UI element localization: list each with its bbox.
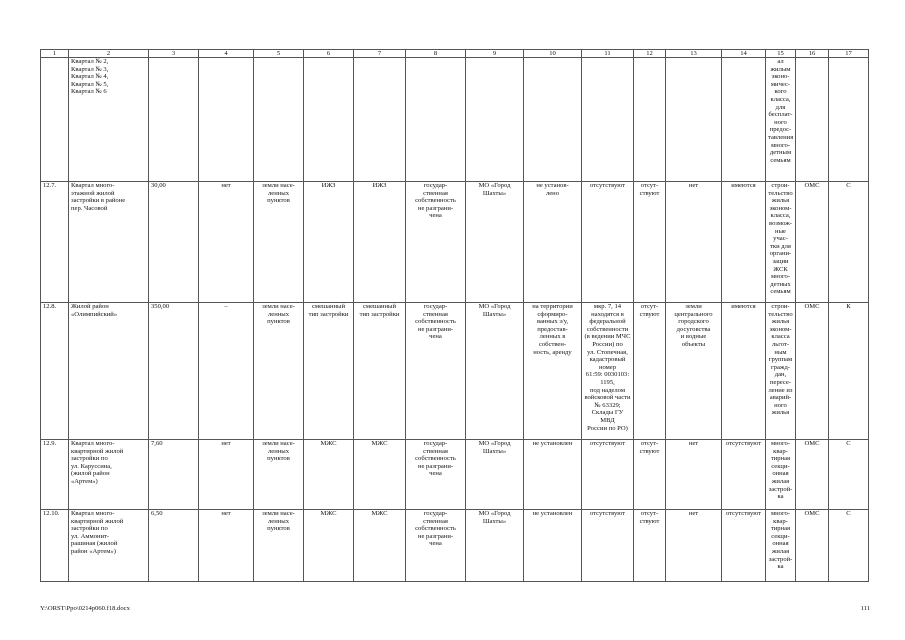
col-num: 4 [199,50,254,58]
cell-number: 12.10. [41,510,69,582]
cell-municipality: МО «Город Шахты» [466,510,524,582]
cell-col6: ИЖЗ [304,182,354,303]
cell-col11: отсутствуют [582,510,634,582]
cell-col12: отсут- ствуют [634,303,666,440]
cell-col4: – [199,303,254,440]
cell-object-name: Квартал много- квартирной жилой застройки по ул. Аммонит- рашиная (жилой район «Артем») [69,510,149,582]
cell-purpose: ал жилым эконо- мичес- кого класса, для бесплат- ного предос- тавления много- детным семьям [766,58,796,182]
table-row [41,182,869,303]
col-num: 6 [304,50,354,58]
cell-purpose: строи- тельство жилья эконом- класса льгот- ным группам гражд- дан, пересе- ление из аварий- ного жилья [766,303,796,440]
cell-col6: МЖС [304,440,354,510]
cell-object-name: Жилой район «Олимпийский» [69,303,149,440]
cell-col14: отсутствуют [722,510,766,582]
cell-col16: ОМС [796,182,829,303]
column-number-row [41,50,869,58]
cell-land-category: земли насе- ленных пунктов [254,440,304,510]
col-num: 13 [666,50,722,58]
cell-ownership: государ- ственная собственность не разграни- чена [406,440,466,510]
col-num: 7 [354,50,406,58]
cell-col6: МЖС [304,510,354,582]
cell-municipality: МО «Город Шахты» [466,440,524,510]
cell-object-name: Квартал много- квартирной жилой застройки по ул. Каруссина, (жилой район «Артем») [69,440,149,510]
cell-purpose: много- квар- тирная секци- онная жилая застрой- ка [766,440,796,510]
col-num: 15 [766,50,796,58]
cell-col11: отсутствуют [582,182,634,303]
cell-ownership: государ- ственная собственность не разграни- чена [406,510,466,582]
cell-ownership: государ- ственная собственность не разграни- чена [406,182,466,303]
cell-number: 12.7. [41,182,69,303]
cell-col13: нет [666,182,722,303]
col-num: 3 [149,50,199,58]
cell-col11: мкр. 7, 14 находятся в федеральной собственности (в ведении МЧС России) по ул. Стопечная, кадастровый номер 61:59: 0030103: 1195, под наделом войсковой части № 63329; Склады ГУ МВД России по РО) [582,303,634,440]
col-num: 12 [634,50,666,58]
col-num: 17 [829,50,869,58]
cell-col11: отсутствуют [582,440,634,510]
col-num: 5 [254,50,304,58]
cell-land-category: земли насе- ленных пунктов [254,510,304,582]
cell-col7: смешанный тип застройки [354,303,406,440]
cell-purpose: много- квар- тирная секци- онная жилая застрой- ка [766,510,796,582]
cell-col10: не установ- лено [524,182,582,303]
cell-col16: ОМС [796,440,829,510]
cell-col7: МЖС [354,440,406,510]
cell-number: 12.9. [41,440,69,510]
cell-land-category: земли насе- ленных пунктов [254,182,304,303]
cell-area: 350,00 [149,303,199,440]
table-row [41,510,869,582]
col-num: 14 [722,50,766,58]
cell-area: 6,50 [149,510,199,582]
col-num: 9 [466,50,524,58]
cell-purpose: строи- тельство жилья эконом- класса, возмож- ные учас- тки для органи- зации ЖСК много- детных семьям [766,182,796,303]
col-num: 2 [69,50,149,58]
table-row [41,440,869,510]
cell-col10: не установлен [524,440,582,510]
cell-col13: нет [666,510,722,582]
col-num: 10 [524,50,582,58]
cell-col6: смешанный тип застройки [304,303,354,440]
cell-ownership: государ- ственная собственность не разграни- чена [406,303,466,440]
cell-col14: отсутствуют [722,440,766,510]
cell-col16: ОМС [796,303,829,440]
cell-col17: С [829,510,869,582]
table-row [41,303,869,440]
cell-col4: нет [199,440,254,510]
cell-col12: отсут- ствуют [634,510,666,582]
cell-object-name: Квартал много- этажной жилой застройки в районе пер. Часовой [69,182,149,303]
cell-number: 12.8. [41,303,69,440]
col-num: 8 [406,50,466,58]
cell-col10: на территории сформиро- ванных з/у, предостав- ленных в собствен- ность, аренду [524,303,582,440]
cell-col4: нет [199,510,254,582]
cell-col13: нет [666,440,722,510]
cell-col12: отсут- ствуют [634,182,666,303]
cell-col16: ОМС [796,510,829,582]
col-num: 11 [582,50,634,58]
cell-area: 7,60 [149,440,199,510]
cell-municipality: МО «Город Шахты» [466,303,524,440]
data-table [40,49,869,582]
table-row-continuation [41,58,869,182]
cell-col17: К [829,303,869,440]
cell-col12: отсут- ствуют [634,440,666,510]
cell-col4: нет [199,182,254,303]
col-num: 1 [41,50,69,58]
cell-col14: имеются [722,303,766,440]
file-path: Y:\ORST\Ppo\0214p060.f18.docx [40,605,130,612]
cell-col7: МЖС [354,510,406,582]
cell-col13: земли центрального городского досуговства и водные объекты [666,303,722,440]
page-number: 111 [860,605,870,612]
cell-municipality: МО «Город Шахты» [466,182,524,303]
col-num: 16 [796,50,829,58]
cell-object-name: Квартал № 2, Квартал № 3, Квартал № 4, Квартал № 5, Квартал № 6 [69,58,149,182]
cell-col7: ИЖЗ [354,182,406,303]
cell-col17: С [829,440,869,510]
cell-col14: имеются [722,182,766,303]
cell-area: 30,00 [149,182,199,303]
cell-col17: С [829,182,869,303]
cell-land-category: земли насе- ленных пунктов [254,303,304,440]
cell-col10: не установлен [524,510,582,582]
